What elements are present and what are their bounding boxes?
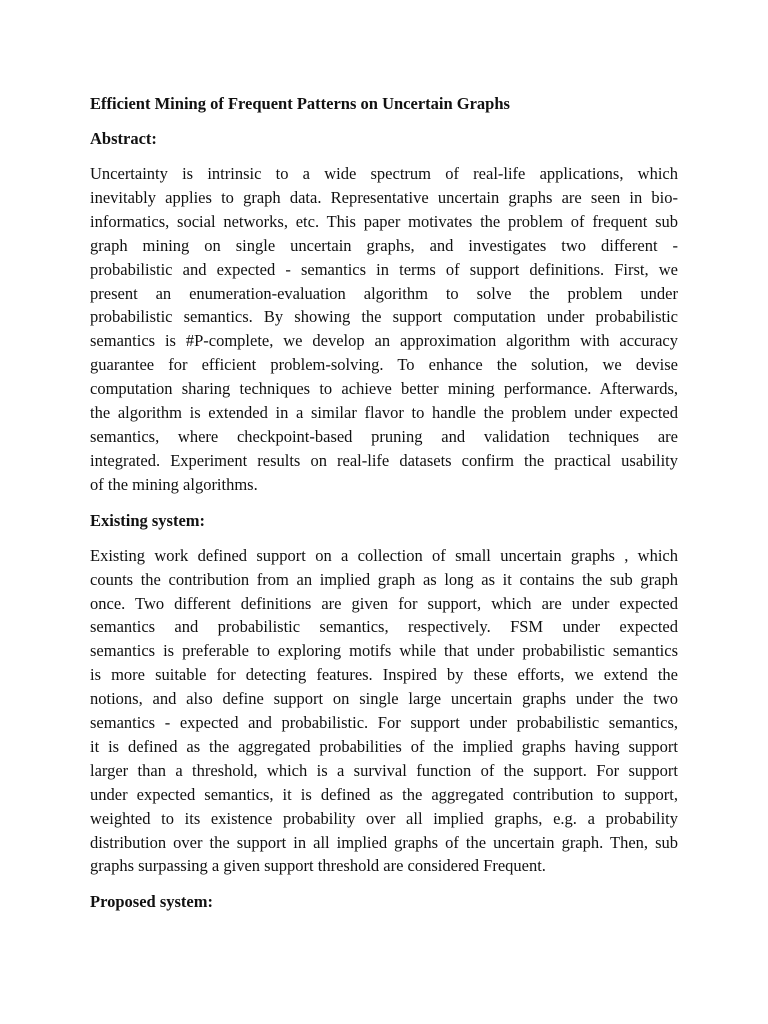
text-line: Uncertainty is intrinsic to a wide spectrum of real-life applications, which (90, 164, 678, 183)
text-line: under expected semantics, it is defined as the aggregated contribution to support, (90, 784, 678, 804)
text-line: graphs surpassing a given support threshold are considered Frequent. (90, 856, 546, 876)
document-page (90, 92, 678, 925)
text-line: Existing work defined support on a collection of small uncertain graphs , which (90, 545, 678, 565)
text-line: semantics is #P-complete, we develop an approximation algorithm with accuracy (90, 331, 678, 351)
text-line: notions, and also define support on single large uncertain graphs under the two (90, 689, 678, 709)
text-line: graph mining on single uncertain graphs, and investigates two different - (90, 235, 678, 255)
text-line: it is defined as the aggregated probabilities of the implied graphs having support (90, 736, 678, 756)
text-line: counts the contribution from an implied graph as long as it contains the sub graph (90, 569, 678, 589)
text-line: once. Two different definitions are given for support, which are under expected (90, 593, 678, 613)
existing-system-heading: Existing system: (90, 510, 206, 530)
text-line: probabilistic and expected - semantics in terms of support definitions. First, we (90, 259, 678, 279)
text-line: probabilistic semantics. By showing the support computation under probabilistic (90, 307, 678, 327)
text-line: semantics - expected and probabilistic. For support under probabilistic semantics, (90, 713, 678, 733)
text-line: semantics and probabilistic semantics, respectively. FSM under expected (90, 617, 678, 637)
text-line: the algorithm is extended in a similar flavor to handle the problem under expected (90, 403, 678, 423)
abstract-paragraph (90, 162, 678, 497)
text-line: present an enumeration-evaluation algorithm to solve the problem under (90, 283, 678, 303)
text-line: computation sharing techniques to achieve better mining performance. Afterwards, (90, 379, 678, 399)
text-line: semantics, where checkpoint-based pruning and validation techniques are (90, 426, 678, 446)
text-line: informatics, social networks, etc. This paper motivates the problem of frequent sub (90, 211, 678, 231)
proposed-system-heading: Proposed system: (90, 892, 213, 912)
text-line: larger than a threshold, which is a survival function of the support. For support (90, 760, 678, 780)
text-line: distribution over the support in all implied graphs of the uncertain graph. Then, sub (90, 832, 678, 852)
document-title: Efficient Mining of Frequent Patterns on Uncertain Graphs (90, 94, 510, 113)
existing-system-paragraph (90, 544, 678, 879)
text-line: integrated. Experiment results on real-life datasets confirm the practical usability (90, 450, 678, 470)
text-line: is more suitable for detecting features. Inspired by these efforts, we extend the (90, 665, 678, 685)
text-line: guarantee for efficient problem-solving. To enhance the solution, we devise (90, 355, 678, 375)
text-line: weighted to its existence probability over all implied graphs, e.g. a probability (90, 808, 678, 828)
text-line: semantics is preferable to exploring motifs while that under probabilistic semantics (90, 641, 678, 661)
text-line: of the mining algorithms. (90, 474, 258, 494)
text-line: inevitably applies to graph data. Representative uncertain graphs are seen in bio- (90, 187, 678, 207)
abstract-heading: Abstract: (90, 129, 157, 148)
